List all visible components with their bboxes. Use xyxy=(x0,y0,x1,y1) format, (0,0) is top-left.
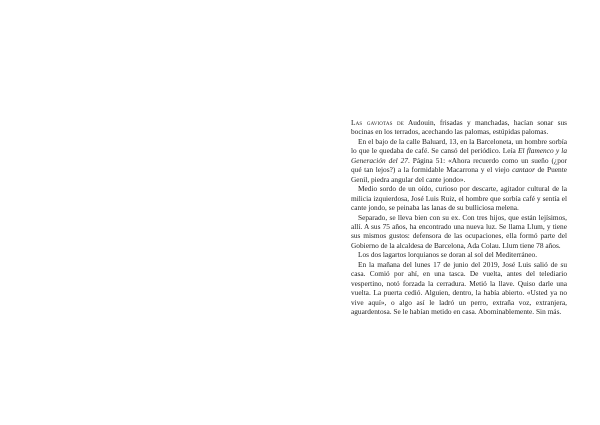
book-title-italic: El flamenco y la Generación del 27 xyxy=(351,146,567,165)
text-column xyxy=(351,118,567,317)
text-segment: Audouin, frisadas y manchadas, hacían sonar sus bocinas en los terrados, acechando las palomas, estúpidas palomas. xyxy=(351,118,567,137)
paragraph xyxy=(351,213,567,251)
text-segment: En la mañana del lunes 17 de junio del 2019, José Luis salió de su casa. Comió por ahí, en una tasca. De vuelta, antes del telediario vespertino, notó forzada la cerradura. Metió la llave. Quiso darle una vuelta. La puerta cedió. Alguien, dentro, la había abierto. «Usted ya no vive aquí», o algo así le ladró un perro, extraña voz, extranjera, aguardentosa. Se le habían metido en casa. Abominablemente. Sin más. xyxy=(351,259,567,317)
text-segment: Medio sordo de un oído, curioso por descarte, agitador cultural de la milicia izquierdosa, José Luis Ruiz, el hombre que sorbía café y sentía el cante jondo, se peinaba las lanas de su bulliciosa melena. xyxy=(351,184,567,213)
paragraph-opening-smallcaps: Las gaviotas de xyxy=(351,118,404,127)
text-segment: de Puente Genil, piedra angular del cante jondo». xyxy=(351,165,567,184)
text-segment: Los dos lagartos lorquianos se doran al sol del Mediterráneo. xyxy=(358,250,538,260)
paragraph xyxy=(351,260,567,317)
text-segment: Separado, se lleva bien con su ex. Con tres hijos, que están lejísimos, allí. A sus 75 años, ha encontrado una nueva luz. Se llama Llum, y tiene sus mismos gustos: defensora de las ocupaciones, ella formó parte del Gobierno de la alcaldesa de Barcelona, Ada Colau. Llum tiene 78 años. xyxy=(351,212,567,250)
text-segment: . Página 51: «Ahora recuerdo como un sueño (¿por qué tan lejos?) a la formidable Macarrona y el viejo xyxy=(351,155,567,175)
paragraph xyxy=(351,118,567,137)
paragraph xyxy=(351,184,567,212)
paragraph xyxy=(351,137,567,184)
paragraph xyxy=(351,250,567,259)
italic-term: cantaor xyxy=(512,165,535,175)
text-segment: En el bajo de la calle Baluard, 13, en la Barceloneta, un hombre sorbía lo que le quedaba de café. Se cansó del periódico. Leía xyxy=(351,136,567,156)
